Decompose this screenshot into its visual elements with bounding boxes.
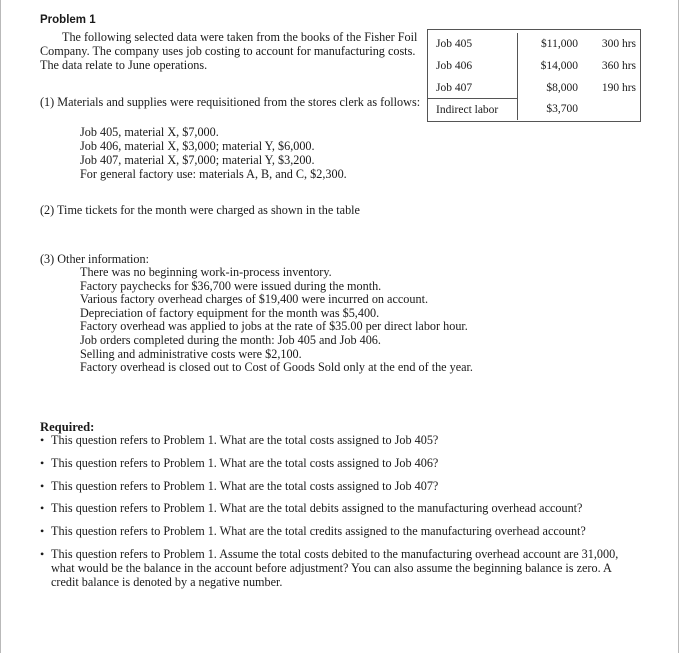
job-cost: $3,700 — [546, 103, 578, 115]
list-item: Various factory overhead charges of $19,400 were incurred on account. — [80, 292, 428, 307]
job-cost: $14,000 — [540, 60, 578, 72]
question-item — [40, 525, 640, 539]
list-item: There was no beginning work-in-process inventory. — [80, 265, 332, 279]
list-item: Factory overhead was applied to jobs at the rate of $35.00 per direct labor hour. — [80, 319, 468, 334]
question-text: This question refers to Problem 1. What are the total debits assigned to the manufacturing overhead account? — [51, 501, 583, 516]
question-text: This question refers to Problem 1. What are the total costs assigned to Job 407? — [51, 478, 439, 493]
bullet-icon: • — [40, 501, 45, 516]
list-item: Job 406, material X, $3,000; material Y, $6,000. — [80, 139, 315, 153]
question-item — [40, 434, 640, 448]
question-item — [40, 548, 640, 589]
bullet-icon: • — [40, 478, 45, 493]
job-cost: $8,000 — [546, 82, 578, 94]
bullet-icon: • — [40, 546, 45, 561]
time-tickets-text: (2) Time tickets for the month were charged as shown in the table — [40, 203, 360, 217]
table-row — [428, 77, 640, 99]
bullet-icon: • — [40, 524, 45, 539]
bullet-icon: • — [40, 455, 45, 470]
question-text: This question refers to Problem 1. What are the total costs assigned to Job 406? — [51, 455, 439, 470]
materials-heading: (1) Materials and supplies were requisitioned from the stores clerk as follows: — [40, 95, 421, 109]
job-hours: 300 hrs — [601, 38, 636, 50]
list-item: Factory paychecks for $36,700 were issued during the month. — [80, 278, 382, 293]
job-label: Job 407 — [428, 77, 518, 99]
job-cost: $11,000 — [541, 38, 578, 50]
bullet-icon: • — [40, 433, 45, 447]
table-row — [428, 33, 640, 55]
table-row — [428, 55, 640, 77]
other-info-list — [40, 266, 473, 375]
list-item: Job 407, material X, $7,000; material Y, $3,200. — [80, 153, 315, 167]
required-title: Required: — [40, 420, 95, 434]
list-item: For general factory use: materials A, B, and C, $2,300. — [80, 167, 347, 181]
list-item: Depreciation of factory equipment for the month was $5,400. — [80, 305, 380, 320]
job-hours: 190 hrs — [601, 82, 636, 94]
list-item: Selling and administrative costs were $2,100. — [80, 346, 302, 361]
question-item — [40, 480, 640, 494]
table-row — [428, 98, 640, 120]
list-item: Job 405, material X, $7,000. — [80, 125, 219, 139]
job-label: Indirect labor — [428, 98, 518, 120]
job-label: Job 406 — [428, 55, 518, 77]
job-label: Job 405 — [428, 33, 518, 55]
problem-title: Problem 1 — [40, 14, 96, 26]
question-text: This question refers to Problem 1. What are the total credits assigned to the manufacturing overhead account? — [51, 524, 586, 539]
question-item — [40, 502, 640, 516]
question-item — [40, 457, 640, 471]
list-item: Job orders completed during the month: Job 405 and Job 406. — [80, 332, 381, 347]
job-hours-table — [427, 29, 641, 122]
job-hours — [580, 98, 640, 120]
question-text: This question refers to Problem 1. What are the total costs assigned to Job 405? — [51, 433, 439, 447]
questions-list — [40, 434, 640, 589]
problem-intro: The following selected data were taken from the books of the Fisher Foil Company. The company uses job costing to account for manufacturing costs. The data relate to June operations. — [40, 30, 418, 73]
job-hours: 360 hrs — [601, 60, 636, 72]
materials-list — [40, 125, 347, 181]
other-info-heading: (3) Other information: — [40, 252, 149, 266]
question-text: This question refers to Problem 1. Assume the total costs debited to the manufacturing overhead account are 31,000, what would be the balance in the account before adjustment? You can also assume the beginning balance is zero. A credit balance is denoted by a negative number. — [51, 546, 619, 589]
list-item: Factory overhead is closed out to Cost of Goods Sold only at the end of the year. — [80, 360, 473, 375]
